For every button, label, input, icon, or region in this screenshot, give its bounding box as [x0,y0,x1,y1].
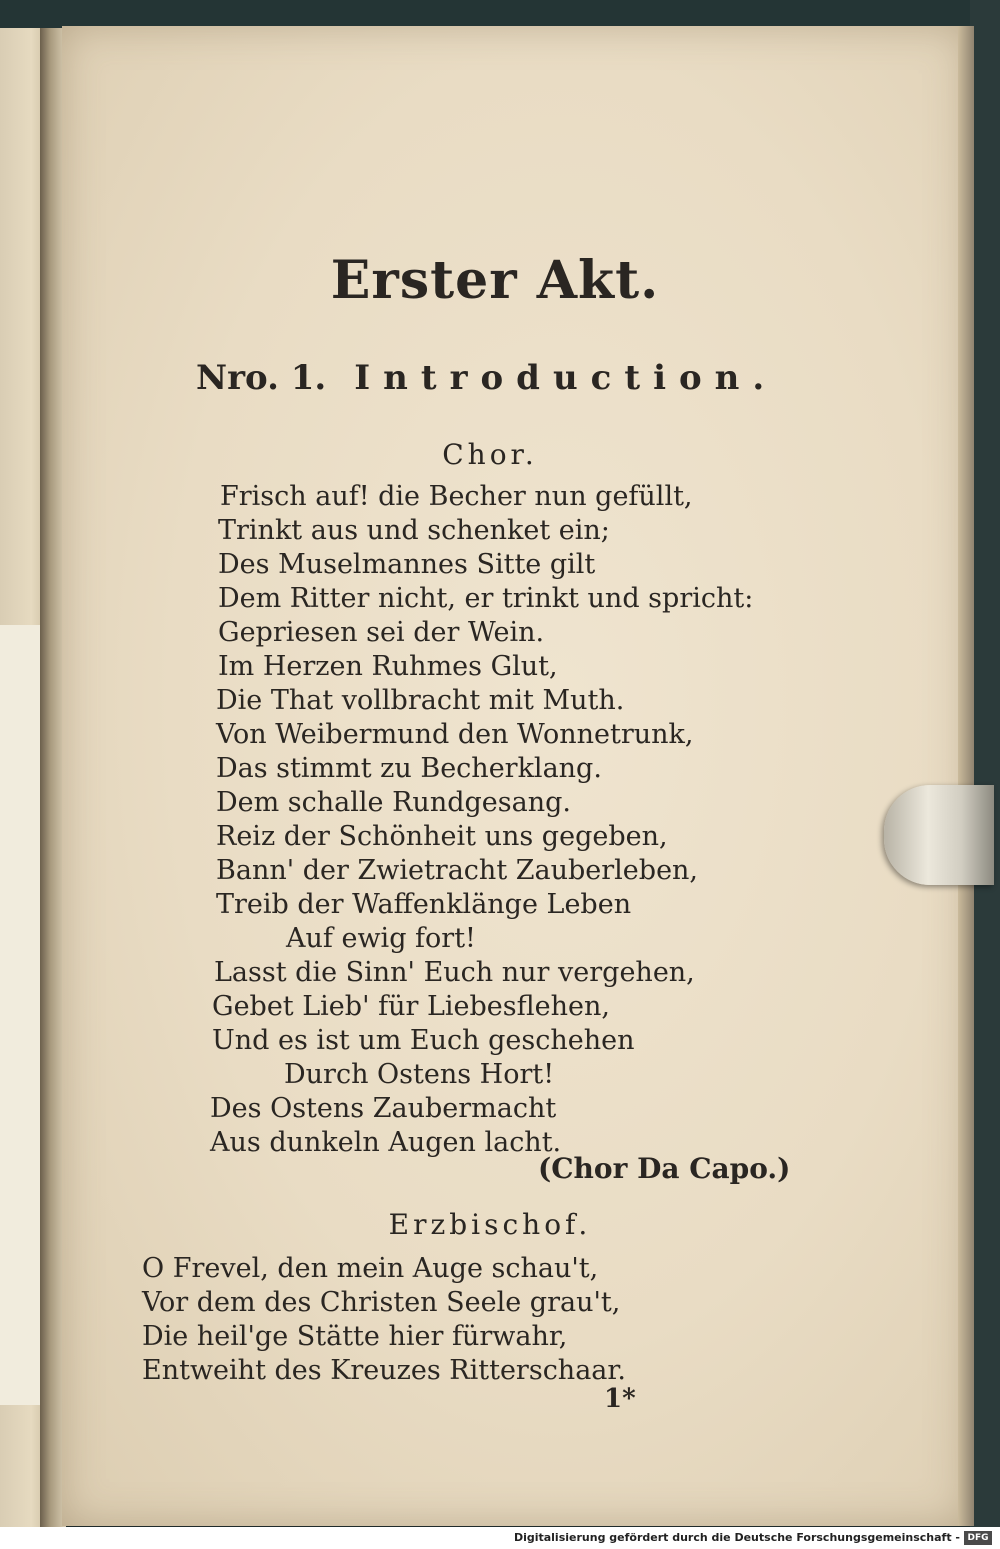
verse-line: Dem Ritter nicht, er trinkt und spricht: [218,583,754,614]
footer-bar [0,1527,1000,1549]
verse-line: Aus dunkeln Augen lacht. [210,1127,562,1158]
verse-line: Gebet Lieb' für Liebesflehen, [212,991,610,1022]
speaker-erzbischof: Erzbischof. [388,1208,592,1241]
verse-line: Von Weibermund den Wonnetrunk, [216,719,694,750]
verse-line: Im Herzen Ruhmes Glut, [218,651,558,682]
speaker-chor: Chor. [442,438,538,471]
section-title: Introduction. [354,358,778,398]
verse-line: Lasst die Sinn' Euch nur vergehen, [214,957,695,988]
verse-line: Gepriesen sei der Wein. [218,617,545,648]
verse-line: Die That vollbracht mit Muth. [216,685,625,716]
verse-line: O Frevel, den mein Auge schau't, [142,1253,599,1284]
verse-line: Trinkt aus und schenket ein; [218,515,610,546]
verse-line: Vor dem des Christen Seele grau't, [142,1287,621,1318]
verse-line: Des Ostens Zaubermacht [210,1093,557,1124]
dfg-logo-icon: DFG [964,1531,992,1545]
page-clip [884,785,994,885]
verse-line: Und es ist um Euch geschehen [212,1025,635,1056]
number-heading [196,358,777,398]
act-title: Erster Akt. [330,250,660,311]
scan-background-right [970,0,1000,1549]
verse-line: Reiz der Schönheit uns gegeben, [216,821,668,852]
verse-line: Die heil'ge Stätte hier fürwahr, [142,1321,568,1352]
verse-line: Frisch auf! die Becher nun gefüllt, [220,481,693,512]
verse-line: Auf ewig fort! [286,923,476,954]
stage-direction: (Chor Da Capo.) [538,1152,791,1185]
verse-line: Bann' der Zwietracht Zauberleben, [216,855,699,886]
facing-page-insert [0,625,44,1405]
number-label: Nro. 1. [196,358,327,398]
footer-credit: Digitalisierung gefördert durch die Deutsche Forschungsgemeinschaft - [513,1531,960,1544]
verse-line: Durch Ostens Hort! [284,1059,555,1090]
verse-line: Dem schalle Rundgesang. [216,787,571,818]
verse-line: Entweiht des Kreuzes Ritterschaar. [142,1355,626,1386]
verse-line: Treib der Waffenklänge Leben [216,889,632,920]
verse-line: Des Muselmannes Sitte gilt [218,549,596,580]
verse-line: Das stimmt zu Becherklang. [216,753,602,784]
page-number: 1* [604,1384,636,1414]
